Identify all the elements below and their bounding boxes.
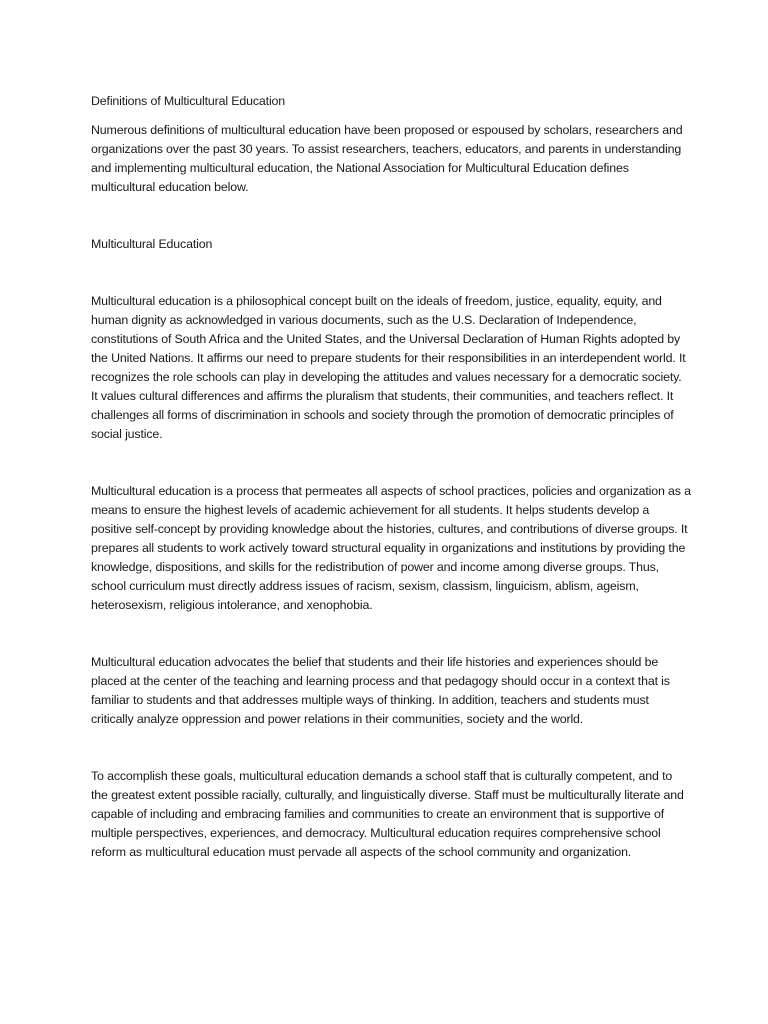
- section-heading: Multicultural Education: [91, 237, 213, 251]
- document-title: Definitions of Multicultural Education: [91, 94, 286, 108]
- intro-paragraph: Numerous definitions of multicultural education have been proposed or espoused by scholars, researchers and organizations over the past 30 years. To assist researchers, teachers, educators, and parents in understanding and implementing multicultural education, the National Association for Multicultural Education defines multicultural education below.: [91, 123, 683, 194]
- document-content: [91, 92, 691, 862]
- body-paragraph-3: Multicultural education advocates the belief that students and their life histories and experiences should be placed at the center of the teaching and learning process and that pedagogy should occur in a context that is familiar to students and that addresses multiple ways of thinking. In addition, teachers and students must critically analyze oppression and power relations in their communities, society and the world.: [91, 655, 670, 726]
- body-paragraph-4: To accomplish these goals, multicultural education demands a school staff that is culturally competent, and to the greatest extent possible racially, culturally, and linguistically diverse. Staff must be multiculturally literate and capable of including and embracing families and communities to create an environment that is supportive of multiple perspectives, experiences, and democracy. Multicultural education requires comprehensive school reform as multicultural education must pervade all aspects of the school community and organization.: [91, 769, 684, 859]
- body-paragraph-1: Multicultural education is a philosophical concept built on the ideals of freedom, justice, equality, equity, and human dignity as acknowledged in various documents, such as the U.S. Declaration of Independence, constitutions of South Africa and the United States, and the Universal Declaration of Human Rights adopted by the United Nations. It affirms our need to prepare students for their responsibilities in an interdependent world. It recognizes the role schools can play in developing the attitudes and values necessary for a democratic society. It values cultural differences and affirms the pluralism that students, their communities, and teachers reflect. It challenges all forms of discrimination in schools and society through the promotion of democratic principles of social justice.: [91, 294, 686, 441]
- body-paragraph-2: Multicultural education is a process that permeates all aspects of school practices, policies and organization as a means to ensure the highest levels of academic achievement for all students. It helps students develop a positive self-concept by providing knowledge about the histories, cultures, and contributions of diverse groups. It prepares all students to work actively toward structural equality in organizations and institutions by providing the knowledge, dispositions, and skills for the redistribution of power and income among diverse groups. Thus, school curriculum must directly address issues of racism, sexism, classism, linguicism, ablism, ageism, heterosexism, religious intolerance, and xenophobia.: [91, 484, 691, 612]
